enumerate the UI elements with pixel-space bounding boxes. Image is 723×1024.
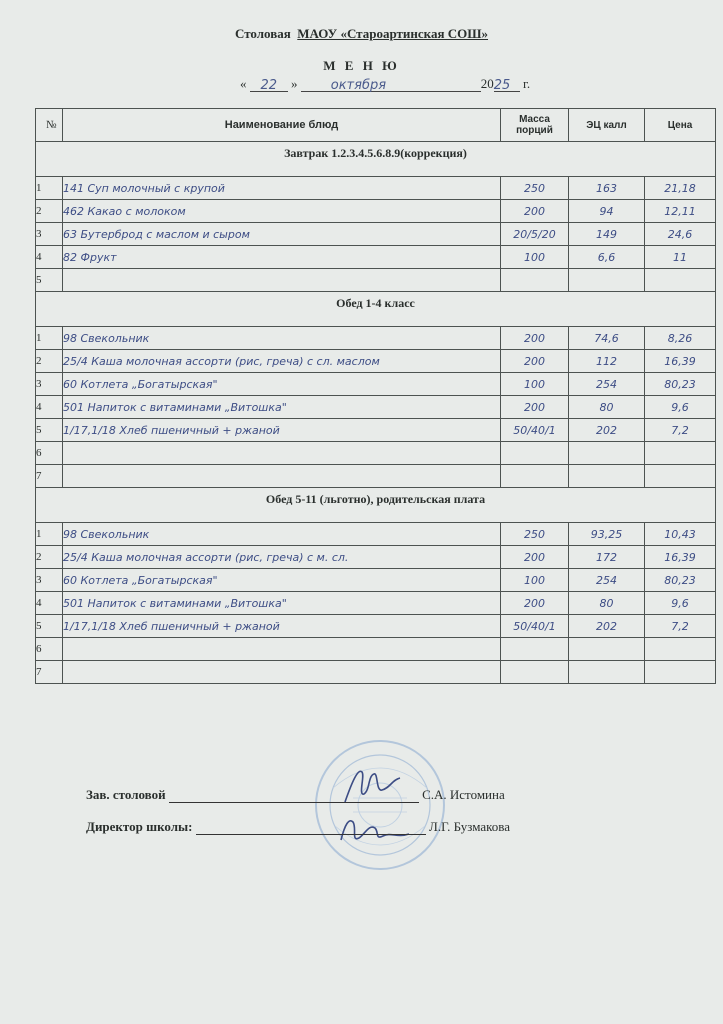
canteen-label: Столовая xyxy=(234,26,291,41)
date-month-field xyxy=(301,77,481,92)
portion-mass: 20/5/20 xyxy=(501,223,569,246)
director-signature-field xyxy=(196,820,426,835)
table-row xyxy=(36,396,716,419)
calories: 149 xyxy=(569,223,645,246)
table-row xyxy=(36,373,716,396)
table-row xyxy=(36,246,716,269)
column-header-mass: Масса порций xyxy=(501,109,569,142)
calories: 112 xyxy=(569,350,645,373)
column-header-price: Цена xyxy=(645,109,716,142)
price: 80,23 xyxy=(645,569,716,592)
row-number: 5 xyxy=(36,419,63,442)
dish-name xyxy=(63,638,501,661)
dish-name: 25/4 Каша молочная ассорти (рис, греча) с м. сл. xyxy=(63,546,501,569)
price xyxy=(645,442,716,465)
section-header-row xyxy=(36,488,716,523)
row-number: 4 xyxy=(36,592,63,615)
menu-table xyxy=(35,108,716,684)
dish-name xyxy=(63,465,501,488)
table-row xyxy=(36,419,716,442)
row-number: 6 xyxy=(36,442,63,465)
calories: 254 xyxy=(569,373,645,396)
table-row xyxy=(36,350,716,373)
portion-mass xyxy=(501,465,569,488)
calories: 93,25 xyxy=(569,523,645,546)
date-day-field xyxy=(250,77,288,92)
table-row xyxy=(36,546,716,569)
dish-name: 141 Суп молочный с крупой xyxy=(63,177,501,200)
dish-name: 25/4 Каша молочная ассорти (рис, греча) с сл. маслом xyxy=(63,350,501,373)
dish-name: 60 Котлета „Богатырская" xyxy=(63,373,501,396)
column-header-kcal: ЭЦ калл xyxy=(569,109,645,142)
table-row xyxy=(36,523,716,546)
section-title: Обед 1-4 класс xyxy=(36,292,716,327)
portion-mass: 200 xyxy=(501,396,569,419)
dish-name: 82 Фрукт xyxy=(63,246,501,269)
dish-name: 1/17,1/18 Хлеб пшеничный + ржаной xyxy=(63,615,501,638)
date-quote-close: » xyxy=(291,76,298,91)
row-number: 5 xyxy=(36,269,63,292)
date-month: октября xyxy=(330,78,387,93)
section-title: Обед 5-11 (льготно), родительская плата xyxy=(36,488,716,523)
table-row xyxy=(36,200,716,223)
price: 7,2 xyxy=(645,419,716,442)
portion-mass xyxy=(501,638,569,661)
row-number: 5 xyxy=(36,615,63,638)
column-header-dish: Наименование блюд xyxy=(63,109,501,142)
section-header-row xyxy=(36,292,716,327)
row-number: 3 xyxy=(36,569,63,592)
table-row xyxy=(36,592,716,615)
director-name: Л.Г. Бузмакова xyxy=(429,819,511,834)
menu-table-body xyxy=(36,142,716,684)
row-number: 6 xyxy=(36,638,63,661)
dish-name xyxy=(63,442,501,465)
dish-name xyxy=(63,269,501,292)
calories: 94 xyxy=(569,200,645,223)
table-row xyxy=(36,638,716,661)
price: 24,6 xyxy=(645,223,716,246)
date-year-unit: г. xyxy=(523,76,531,91)
page-title xyxy=(0,26,723,42)
table-row xyxy=(36,223,716,246)
price: 12,11 xyxy=(645,200,716,223)
calories: 254 xyxy=(569,569,645,592)
row-number: 4 xyxy=(36,396,63,419)
calories xyxy=(569,269,645,292)
date-year-prefix: 20 xyxy=(480,76,494,91)
price: 10,43 xyxy=(645,523,716,546)
portion-mass: 200 xyxy=(501,327,569,350)
row-number: 3 xyxy=(36,223,63,246)
menu-title: М Е Н Ю xyxy=(323,58,400,73)
portion-mass: 50/40/1 xyxy=(501,419,569,442)
table-row xyxy=(36,465,716,488)
column-header-number: № xyxy=(36,109,63,142)
manager-line xyxy=(86,787,505,803)
price xyxy=(645,465,716,488)
dish-name: 1/17,1/18 Хлеб пшеничный + ржаной xyxy=(63,419,501,442)
price xyxy=(645,269,716,292)
section-title: Завтрак 1.2.3.4.5.6.8.9(коррекция) xyxy=(36,142,716,177)
calories: 163 xyxy=(569,177,645,200)
price xyxy=(645,661,716,684)
portion-mass: 100 xyxy=(501,246,569,269)
price: 9,6 xyxy=(645,396,716,419)
portion-mass xyxy=(501,661,569,684)
dish-name xyxy=(63,661,501,684)
price xyxy=(645,638,716,661)
date-year-field xyxy=(494,77,520,92)
row-number: 2 xyxy=(36,546,63,569)
table-header-row xyxy=(36,109,716,142)
row-number: 1 xyxy=(36,327,63,350)
date-line xyxy=(240,76,560,92)
table-row xyxy=(36,569,716,592)
portion-mass: 50/40/1 xyxy=(501,615,569,638)
portion-mass: 100 xyxy=(501,373,569,396)
table-row xyxy=(36,442,716,465)
director-label: Директор школы: xyxy=(86,819,193,834)
table-row xyxy=(36,327,716,350)
row-number: 1 xyxy=(36,177,63,200)
calories: 80 xyxy=(569,592,645,615)
calories: 74,6 xyxy=(569,327,645,350)
dish-name: 501 Напиток с витаминами „Витошка" xyxy=(63,592,501,615)
calories xyxy=(569,661,645,684)
manager-name: С.А. Истомина xyxy=(422,787,505,802)
date-year-suffix: 25 xyxy=(493,78,511,93)
row-number: 1 xyxy=(36,523,63,546)
dish-name: 98 Свекольник xyxy=(63,523,501,546)
calories: 202 xyxy=(569,419,645,442)
table-row xyxy=(36,615,716,638)
calories: 6,6 xyxy=(569,246,645,269)
row-number: 2 xyxy=(36,350,63,373)
table-row xyxy=(36,661,716,684)
row-number: 7 xyxy=(36,465,63,488)
calories: 202 xyxy=(569,615,645,638)
manager-signature-field xyxy=(169,788,419,803)
dish-name: 462 Какао с молоком xyxy=(63,200,501,223)
portion-mass: 200 xyxy=(501,546,569,569)
price: 80,23 xyxy=(645,373,716,396)
price: 21,18 xyxy=(645,177,716,200)
row-number: 3 xyxy=(36,373,63,396)
calories xyxy=(569,465,645,488)
portion-mass: 200 xyxy=(501,350,569,373)
row-number: 2 xyxy=(36,200,63,223)
dish-name: 98 Свекольник xyxy=(63,327,501,350)
row-number: 7 xyxy=(36,661,63,684)
portion-mass: 200 xyxy=(501,200,569,223)
dish-name: 63 Бутерброд с маслом и сыром xyxy=(63,223,501,246)
portion-mass: 250 xyxy=(501,177,569,200)
price: 16,39 xyxy=(645,350,716,373)
portion-mass xyxy=(501,269,569,292)
portion-mass: 250 xyxy=(501,523,569,546)
row-number: 4 xyxy=(36,246,63,269)
calories: 172 xyxy=(569,546,645,569)
price: 7,2 xyxy=(645,615,716,638)
portion-mass: 200 xyxy=(501,592,569,615)
price: 11 xyxy=(645,246,716,269)
section-header-row xyxy=(36,142,716,177)
table-row xyxy=(36,177,716,200)
price: 16,39 xyxy=(645,546,716,569)
table-row xyxy=(36,269,716,292)
calories: 80 xyxy=(569,396,645,419)
date-day: 22 xyxy=(260,78,278,93)
director-line xyxy=(86,819,510,835)
manager-label: Зав. столовой xyxy=(86,787,166,802)
dish-name: 501 Напиток с витаминами „Витошка" xyxy=(63,396,501,419)
portion-mass: 100 xyxy=(501,569,569,592)
price: 9,6 xyxy=(645,592,716,615)
calories xyxy=(569,638,645,661)
school-name: МАОУ «Староартинская СОШ» xyxy=(297,26,489,41)
portion-mass xyxy=(501,442,569,465)
dish-name: 60 Котлета „Богатырская" xyxy=(63,569,501,592)
calories xyxy=(569,442,645,465)
date-quote-open: « xyxy=(240,76,247,91)
price: 8,26 xyxy=(645,327,716,350)
